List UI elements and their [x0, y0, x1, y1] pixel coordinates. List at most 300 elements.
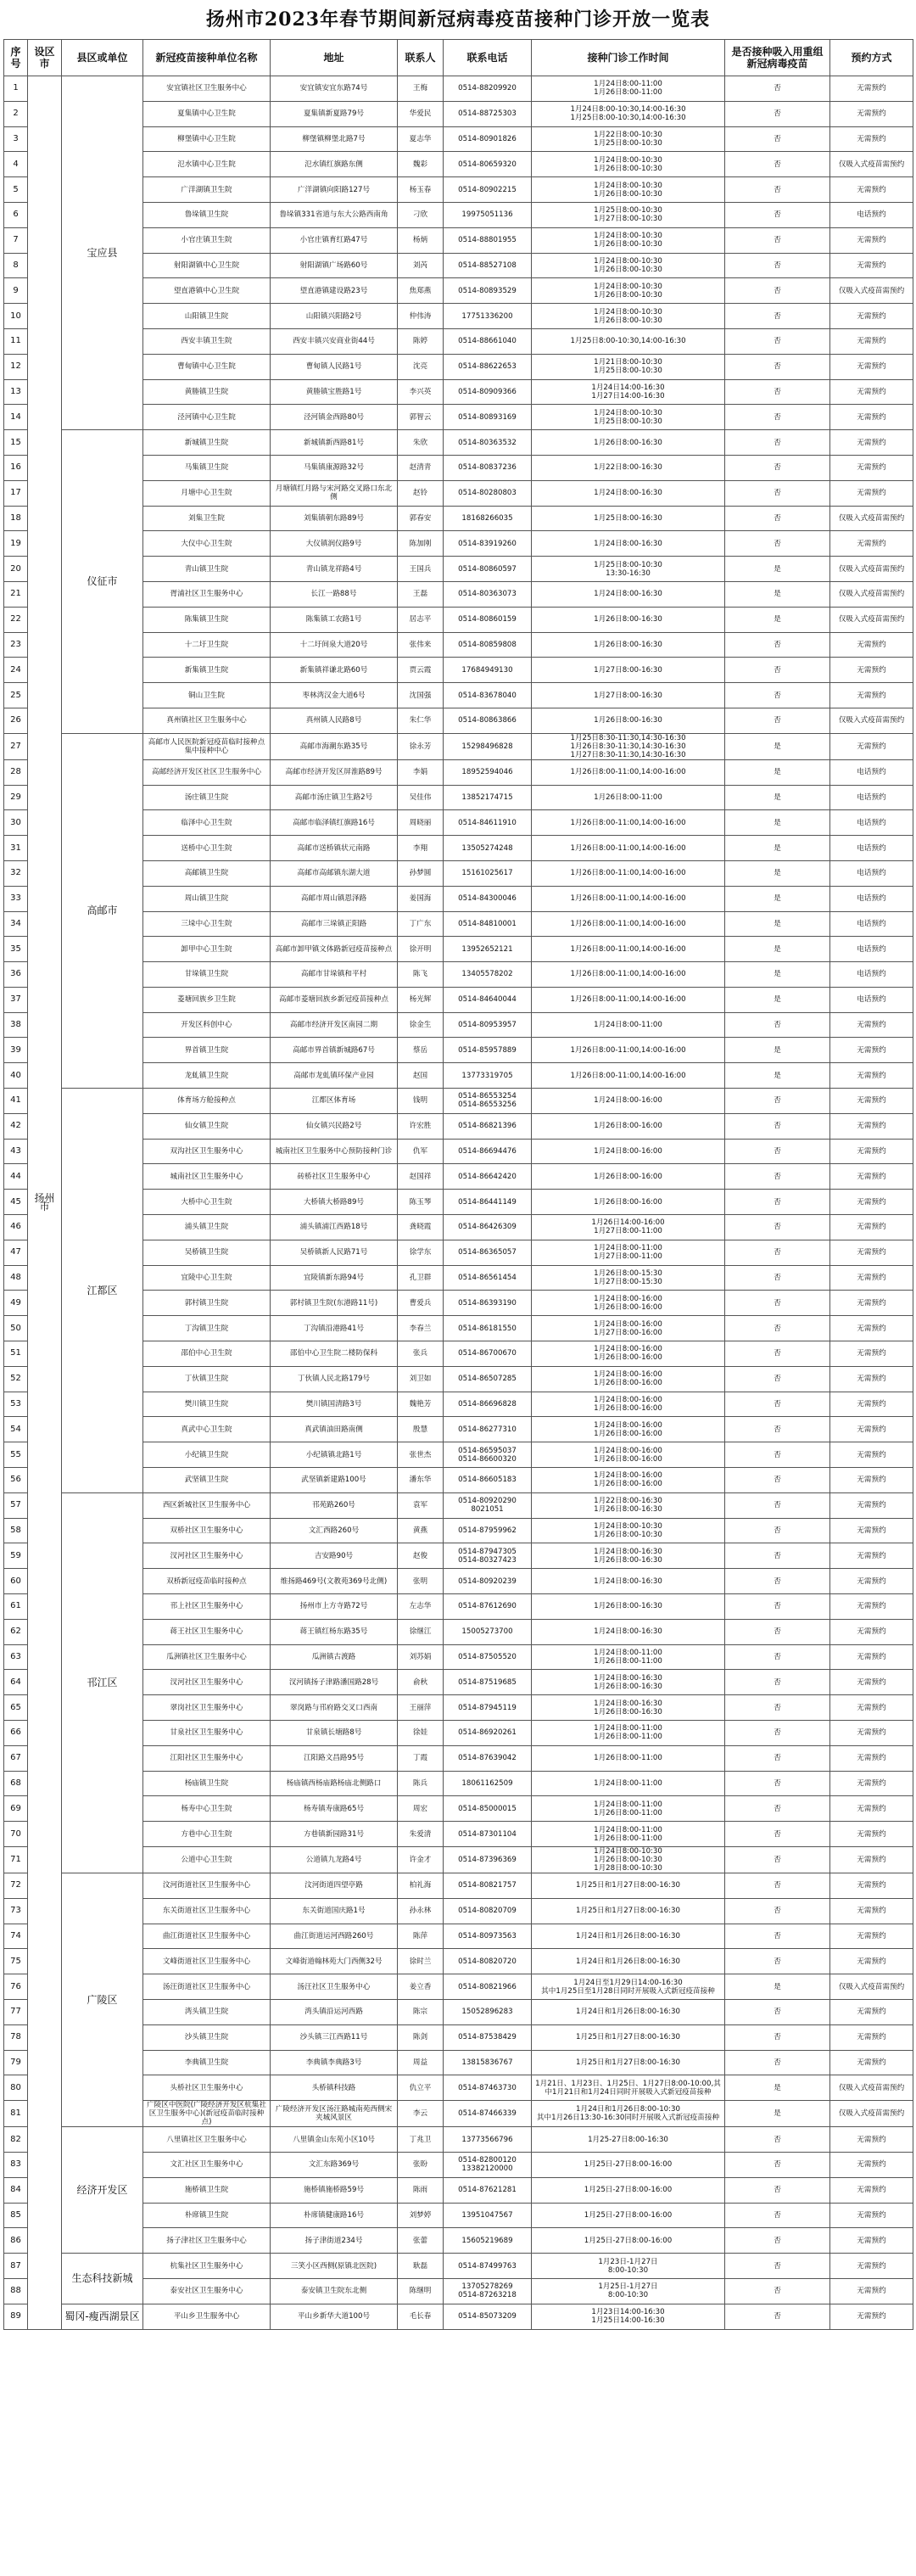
- district-cell: 仪征市: [62, 430, 143, 734]
- inhaled-vaccine-cell: 否: [725, 278, 830, 304]
- unit-name-cell: 瓜洲镇社区卫生服务中心: [143, 1644, 271, 1670]
- phone-cell: 0514-86507285: [444, 1366, 532, 1392]
- row-number: 6: [4, 202, 28, 227]
- hours-cell: 1月26日8:00-16:00: [532, 1113, 725, 1139]
- unit-name-cell: 曹甸镇中心卫生院: [143, 354, 271, 379]
- row-number: 56: [4, 1468, 28, 1493]
- hours-cell: 1月23日-1月27日 8:00-10:30: [532, 2254, 725, 2279]
- row-number: 75: [4, 1949, 28, 1974]
- row-number: 42: [4, 1113, 28, 1139]
- inhaled-vaccine-cell: 是: [725, 1974, 830, 2000]
- address-cell: 高邮市海潮东路35号: [271, 733, 398, 759]
- address-cell: 安宜镇安宜东路74号: [271, 76, 398, 102]
- address-cell: 曲江街道运河西路260号: [271, 1924, 398, 1949]
- contact-cell: 陈继明: [398, 2278, 444, 2304]
- phone-cell: 0514-84640044: [444, 987, 532, 1012]
- inhaled-vaccine-cell: 否: [725, 658, 830, 683]
- inhaled-vaccine-cell: 否: [725, 1796, 830, 1822]
- unit-name-cell: 湾头镇卫生院: [143, 1999, 271, 2024]
- contact-cell: 朱仁华: [398, 708, 444, 733]
- contact-cell: 王丽萍: [398, 1695, 444, 1721]
- booking-method-cell: 无需预约: [830, 1999, 913, 2024]
- phone-cell: 0514-85000015: [444, 1796, 532, 1822]
- hours-cell: 1月27日8:00-16:30: [532, 683, 725, 708]
- hours-cell: 1月22日8:00-10:30 1月25日8:00-10:30: [532, 126, 725, 152]
- unit-name-cell: 真武中心卫生院: [143, 1417, 271, 1442]
- phone-cell: 0514-86821396: [444, 1113, 532, 1139]
- table-row: [4, 1089, 913, 1114]
- row-number: 14: [4, 405, 28, 430]
- inhaled-vaccine-cell: 否: [725, 1316, 830, 1341]
- booking-method-cell: 无需预约: [830, 1038, 913, 1063]
- address-cell: 丁伙镇人民北路179号: [271, 1366, 398, 1392]
- hours-cell: 1月24日8:00-10:30 1月26日8:00-10:30: [532, 152, 725, 177]
- booking-method-cell: 无需预约: [830, 101, 913, 126]
- hours-cell: 1月24日8:00-10:30 1月26日8:00-10:30: [532, 227, 725, 253]
- inhaled-vaccine-cell: 否: [725, 177, 830, 203]
- contact-cell: 魏艳芳: [398, 1392, 444, 1417]
- district-cell: 蜀冈-瘦西湖景区: [62, 2304, 143, 2329]
- contact-cell: 柏礼海: [398, 1873, 444, 1898]
- row-number: 9: [4, 278, 28, 304]
- address-cell: 湾头镇沿运河西路: [271, 1999, 398, 2024]
- unit-name-cell: 仙女镇卫生院: [143, 1113, 271, 1139]
- booking-method-cell: 无需预约: [830, 1594, 913, 1620]
- booking-method-cell: 仅吸入式疫苗需预约: [830, 557, 913, 582]
- hours-cell: 1月24日8:00-11:00: [532, 1771, 725, 1796]
- booking-method-cell: 无需预约: [830, 733, 913, 759]
- row-number: 13: [4, 379, 28, 405]
- address-cell: 江阳路文昌路95号: [271, 1745, 398, 1771]
- inhaled-vaccine-cell: 是: [725, 1063, 830, 1089]
- booking-method-cell: 无需预约: [830, 405, 913, 430]
- phone-cell: 0514-85957889: [444, 1038, 532, 1063]
- booking-method-cell: 无需预约: [830, 1240, 913, 1265]
- header-phone: 联系电话: [444, 40, 532, 76]
- address-cell: 望直港镇建设路23号: [271, 278, 398, 304]
- contact-cell: 焦郑燕: [398, 278, 444, 304]
- phone-cell: 0514-86181550: [444, 1316, 532, 1341]
- city-cell: 扬州市: [28, 76, 62, 2330]
- booking-method-cell: 无需预约: [830, 1518, 913, 1543]
- phone-cell: 0514-80893529: [444, 278, 532, 304]
- inhaled-vaccine-cell: 否: [725, 1569, 830, 1594]
- row-number: 64: [4, 1670, 28, 1695]
- contact-cell: 王梅: [398, 76, 444, 102]
- booking-method-cell: 仅吸入式疫苗需预约: [830, 2075, 913, 2101]
- address-cell: 大桥镇大桥路89号: [271, 1190, 398, 1215]
- contact-cell: 陈萍: [398, 1924, 444, 1949]
- hours-cell: 1月25日和1月27日8:00-16:30: [532, 1898, 725, 1924]
- address-cell: 仙女镇兴民路2号: [271, 1113, 398, 1139]
- table-row: [4, 1873, 913, 1898]
- contact-cell: 夏志华: [398, 126, 444, 152]
- address-cell: 广洋湖镇向阳路127号: [271, 177, 398, 203]
- inhaled-vaccine-cell: 是: [725, 2075, 830, 2101]
- unit-name-cell: 公道中心卫生院: [143, 1846, 271, 1873]
- phone-cell: 0514-80953957: [444, 1012, 532, 1038]
- page-title: 扬州市2023年春节期间新冠病毒疫苗接种门诊开放一览表: [205, 8, 711, 31]
- contact-cell: 李兴英: [398, 379, 444, 405]
- address-cell: 三笑小区西侧(原镇北医院): [271, 2254, 398, 2279]
- inhaled-vaccine-cell: 否: [725, 2228, 830, 2254]
- booking-method-cell: 无需预约: [830, 1543, 913, 1569]
- address-cell: 高邮市经济开发区屏淮路89号: [271, 759, 398, 785]
- address-cell: 泾河镇金西路80号: [271, 405, 398, 430]
- hours-cell: 1月26日8:00-11:00,14:00-16:00: [532, 987, 725, 1012]
- phone-cell: 19975051136: [444, 202, 532, 227]
- hours-cell: 1月26日8:00-11:00,14:00-16:00: [532, 886, 725, 911]
- table-row: [4, 1492, 913, 1518]
- inhaled-vaccine-cell: 否: [725, 2254, 830, 2279]
- row-number: 55: [4, 1442, 28, 1468]
- booking-method-cell: 无需预约: [830, 1822, 913, 1847]
- inhaled-vaccine-cell: 否: [725, 1644, 830, 1670]
- address-cell: 小纪镇镇北路1号: [271, 1442, 398, 1468]
- phone-cell: 13705278269 0514-87263218: [444, 2278, 532, 2304]
- inhaled-vaccine-cell: 是: [725, 733, 830, 759]
- hours-cell: 1月26日8:00-11:00,14:00-16:00: [532, 937, 725, 962]
- booking-method-cell: 电话预约: [830, 860, 913, 886]
- unit-name-cell: 施桥镇卫生院: [143, 2177, 271, 2203]
- booking-method-cell: 无需预约: [830, 177, 913, 203]
- row-number: 86: [4, 2228, 28, 2254]
- address-cell: 高邮市临泽镇红旗路16号: [271, 810, 398, 836]
- phone-cell: 17684949130: [444, 658, 532, 683]
- row-number: 58: [4, 1518, 28, 1543]
- booking-method-cell: 无需预约: [830, 2127, 913, 2153]
- inhaled-vaccine-cell: 否: [725, 202, 830, 227]
- inhaled-vaccine-cell: 否: [725, 1873, 830, 1898]
- inhaled-vaccine-cell: 否: [725, 708, 830, 733]
- inhaled-vaccine-cell: 是: [725, 557, 830, 582]
- row-number: 1: [4, 76, 28, 102]
- row-number: 62: [4, 1619, 28, 1644]
- row-number: 76: [4, 1974, 28, 2000]
- row-number: 46: [4, 1215, 28, 1240]
- phone-cell: 18168266035: [444, 506, 532, 531]
- inhaled-vaccine-cell: 否: [725, 2127, 830, 2153]
- table-row: [4, 2304, 913, 2329]
- contact-cell: 黄燕: [398, 1518, 444, 1543]
- row-number: 31: [4, 836, 28, 861]
- booking-method-cell: 电话预约: [830, 810, 913, 836]
- unit-name-cell: 刘集卫生院: [143, 506, 271, 531]
- row-number: 51: [4, 1341, 28, 1367]
- unit-name-cell: 甘垛镇卫生院: [143, 962, 271, 988]
- district-cell: 邗江区: [62, 1492, 143, 1873]
- unit-name-cell: 汊河社区卫生服务中心: [143, 1670, 271, 1695]
- hours-cell: 1月25日和1月27日8:00-16:30: [532, 2050, 725, 2075]
- address-cell: 头桥镇科技路: [271, 2075, 398, 2101]
- phone-cell: 0514-80909366: [444, 379, 532, 405]
- row-number: 10: [4, 304, 28, 329]
- row-number: 54: [4, 1417, 28, 1442]
- hours-cell: 1月24日8:00-10:30 1月26日8:00-10:30: [532, 304, 725, 329]
- address-cell: 泰安镇卫生院东北侧: [271, 2278, 398, 2304]
- inhaled-vaccine-cell: 否: [725, 2152, 830, 2177]
- address-cell: 青山镇龙祥路4号: [271, 557, 398, 582]
- inhaled-vaccine-cell: 是: [725, 886, 830, 911]
- contact-cell: 杨炳: [398, 227, 444, 253]
- hours-cell: 1月26日8:00-11:00: [532, 1745, 725, 1771]
- address-cell: 马集镇康源路32号: [271, 455, 398, 480]
- row-number: 60: [4, 1569, 28, 1594]
- hours-cell: 1月27日8:00-16:30: [532, 658, 725, 683]
- phone-cell: 0514-86595037 0514-86600320: [444, 1442, 532, 1468]
- row-number: 20: [4, 557, 28, 582]
- hours-cell: 1月25日8:00-10:30 1月27日8:00-10:30: [532, 202, 725, 227]
- phone-cell: 13951047567: [444, 2203, 532, 2228]
- row-number: 45: [4, 1190, 28, 1215]
- booking-method-cell: 无需预约: [830, 379, 913, 405]
- contact-cell: 孙永林: [398, 1898, 444, 1924]
- row-number: 37: [4, 987, 28, 1012]
- hours-cell: 1月24日8:00-16:00 1月26日8:00-16:00: [532, 1341, 725, 1367]
- hours-cell: 1月26日8:00-16:30: [532, 708, 725, 733]
- phone-cell: 15298496828: [444, 733, 532, 759]
- hours-cell: 1月24日8:00-16:00 1月27日8:00-16:00: [532, 1316, 725, 1341]
- district-cell: 江都区: [62, 1089, 143, 1493]
- unit-name-cell: 安宜镇社区卫生服务中心: [143, 76, 271, 102]
- contact-cell: 周晓丽: [398, 810, 444, 836]
- phone-cell: 0514-86561454: [444, 1265, 532, 1291]
- address-cell: 丁沟镇沿港路41号: [271, 1316, 398, 1341]
- unit-name-cell: 丁沟镇卫生院: [143, 1316, 271, 1341]
- unit-name-cell: 菱塘回族乡卫生院: [143, 987, 271, 1012]
- unit-name-cell: 开发区科创中心: [143, 1012, 271, 1038]
- row-number: 47: [4, 1240, 28, 1265]
- row-number: 5: [4, 177, 28, 203]
- phone-cell: 0514-88661040: [444, 328, 532, 354]
- unit-name-cell: 杨庙镇卫生院: [143, 1771, 271, 1796]
- header-inhaled-vaccine: 是否接种吸入用重组新冠病毒疫苗: [725, 40, 830, 76]
- table-row: [4, 76, 913, 102]
- address-cell: 西安丰镇兴安商业街44号: [271, 328, 398, 354]
- unit-name-cell: 樊川镇卫生院: [143, 1392, 271, 1417]
- contact-cell: 姜国海: [398, 886, 444, 911]
- hours-cell: 1月24日8:00-11:00 1月27日8:00-11:00: [532, 1240, 725, 1265]
- header-hours: 接种门诊工作时间: [532, 40, 725, 76]
- hours-cell: 1月21日、1月23日、1月25日、1月27日8:00-10:00,其中1月21日和1月24日同时开展吸入式新冠疫苗接种: [532, 2075, 725, 2101]
- hours-cell: 1月24日8:00-10:30 1月25日8:00-10:30: [532, 405, 725, 430]
- booking-method-cell: 无需预约: [830, 1949, 913, 1974]
- contact-cell: 贾云霞: [398, 658, 444, 683]
- unit-name-cell: 东关街道社区卫生服务中心: [143, 1898, 271, 1924]
- booking-method-cell: 无需预约: [830, 354, 913, 379]
- contact-cell: 陈婷: [398, 328, 444, 354]
- booking-method-cell: 无需预约: [830, 480, 913, 506]
- inhaled-vaccine-cell: 否: [725, 152, 830, 177]
- hours-cell: 1月24日8:00-16:00 1月26日8:00-16:00: [532, 1291, 725, 1316]
- row-number: 61: [4, 1594, 28, 1620]
- inhaled-vaccine-cell: 否: [725, 227, 830, 253]
- header-address: 地址: [271, 40, 398, 76]
- unit-name-cell: 扬子津社区卫生服务中心: [143, 2228, 271, 2254]
- contact-cell: 孔卫群: [398, 1265, 444, 1291]
- unit-name-cell: 夏集镇中心卫生院: [143, 101, 271, 126]
- inhaled-vaccine-cell: 否: [725, 2050, 830, 2075]
- address-cell: 邵伯中心卫生院二楼防保科: [271, 1341, 398, 1367]
- phone-cell: 0514-80893169: [444, 405, 532, 430]
- booking-method-cell: 无需预约: [830, 227, 913, 253]
- hours-cell: 1月21日8:00-10:30 1月25日8:00-10:30: [532, 354, 725, 379]
- address-cell: 枣林湾汉金大道6号: [271, 683, 398, 708]
- unit-name-cell: 新集镇卫生院: [143, 658, 271, 683]
- inhaled-vaccine-cell: 否: [725, 1771, 830, 1796]
- unit-name-cell: 三垛中心卫生院: [143, 911, 271, 937]
- hours-cell: 1月26日8:00-11:00,14:00-16:00: [532, 1063, 725, 1089]
- contact-cell: 吴佳伟: [398, 785, 444, 810]
- address-cell: 长江一路88号: [271, 581, 398, 607]
- phone-cell: 0514-87612690: [444, 1594, 532, 1620]
- hours-cell: 1月25日-27日8:00-16:00: [532, 2177, 725, 2203]
- address-cell: 广陵经济开发区汤汪路城南苑西侧宋夹城风景区: [271, 2101, 398, 2127]
- row-number: 4: [4, 152, 28, 177]
- booking-method-cell: 无需预约: [830, 2254, 913, 2279]
- booking-method-cell: 无需预约: [830, 1215, 913, 1240]
- contact-cell: 左志华: [398, 1594, 444, 1620]
- contact-cell: 杨光辉: [398, 987, 444, 1012]
- booking-method-cell: 无需预约: [830, 2050, 913, 2075]
- contact-cell: 周宏: [398, 1796, 444, 1822]
- contact-cell: 赵国: [398, 1063, 444, 1089]
- unit-name-cell: 杭集社区卫生服务中心: [143, 2254, 271, 2279]
- booking-method-cell: 无需预约: [830, 1619, 913, 1644]
- unit-name-cell: 新城镇卫生院: [143, 430, 271, 456]
- address-cell: 武坚镇新建路100号: [271, 1468, 398, 1493]
- phone-cell: 0514-87519685: [444, 1670, 532, 1695]
- booking-method-cell: 无需预约: [830, 1745, 913, 1771]
- booking-method-cell: 电话预约: [830, 886, 913, 911]
- unit-name-cell: 八里镇社区卫生服务中心: [143, 2127, 271, 2153]
- address-cell: 翠岗路与邗府路交叉口西南: [271, 1695, 398, 1721]
- inhaled-vaccine-cell: 否: [725, 480, 830, 506]
- contact-cell: 赵清青: [398, 455, 444, 480]
- contact-cell: 张世杰: [398, 1442, 444, 1468]
- table-row: [4, 733, 913, 759]
- booking-method-cell: 无需预约: [830, 1442, 913, 1468]
- contact-cell: 张明: [398, 1569, 444, 1594]
- address-cell: 高邮市三垛镇正阳路: [271, 911, 398, 937]
- phone-cell: 0514-83919260: [444, 531, 532, 557]
- booking-method-cell: 无需预约: [830, 1898, 913, 1924]
- row-number: 77: [4, 1999, 28, 2024]
- contact-cell: 朱爱清: [398, 1822, 444, 1847]
- contact-cell: 丁兆卫: [398, 2127, 444, 2153]
- phone-cell: 0514-86365057: [444, 1240, 532, 1265]
- inhaled-vaccine-cell: 否: [725, 1695, 830, 1721]
- booking-method-cell: 无需预约: [830, 2278, 913, 2304]
- district-cell: 经济开发区: [62, 2127, 143, 2254]
- hours-cell: 1月24日8:00-16:00 1月26日8:00-16:00: [532, 1366, 725, 1392]
- unit-name-cell: 临泽中心卫生院: [143, 810, 271, 836]
- unit-name-cell: 山阳镇卫生院: [143, 304, 271, 329]
- phone-cell: 0514-84611910: [444, 810, 532, 836]
- booking-method-cell: 电话预约: [830, 759, 913, 785]
- address-cell: 高邮市龙虬镇环保产业园: [271, 1063, 398, 1089]
- contact-cell: 毛长春: [398, 2304, 444, 2329]
- row-number: 18: [4, 506, 28, 531]
- table-row: [4, 2254, 913, 2279]
- phone-cell: 0514-87396369: [444, 1846, 532, 1873]
- hours-cell: 1月24日8:00-10:30 1月26日8:00-10:30: [532, 253, 725, 278]
- address-cell: 真州镇人民路8号: [271, 708, 398, 733]
- unit-name-cell: 铜山卫生院: [143, 683, 271, 708]
- booking-method-cell: 无需预约: [830, 304, 913, 329]
- inhaled-vaccine-cell: 否: [725, 1392, 830, 1417]
- unit-name-cell: 送桥中心卫生院: [143, 836, 271, 861]
- phone-cell: 0514-80859808: [444, 632, 532, 658]
- contact-cell: 李娟: [398, 759, 444, 785]
- inhaled-vaccine-cell: 否: [725, 354, 830, 379]
- contact-cell: 仇立平: [398, 2075, 444, 2101]
- row-number: 32: [4, 860, 28, 886]
- unit-name-cell: 青山镇卫生院: [143, 557, 271, 582]
- address-cell: 樊川镇国清路3号: [271, 1392, 398, 1417]
- contact-cell: 郭春安: [398, 506, 444, 531]
- booking-method-cell: 无需预约: [830, 1164, 913, 1190]
- contact-cell: 陈飞: [398, 962, 444, 988]
- phone-cell: 0514-80363532: [444, 430, 532, 456]
- booking-method-cell: 仅吸入式疫苗需预约: [830, 1974, 913, 2000]
- phone-cell: 13505274248: [444, 836, 532, 861]
- address-cell: 方巷镇新园路31号: [271, 1822, 398, 1847]
- address-cell: 甘泉镇长塘路8号: [271, 1721, 398, 1746]
- hours-cell: 1月24日8:00-16:00 1月26日8:00-16:00: [532, 1417, 725, 1442]
- inhaled-vaccine-cell: 否: [725, 1012, 830, 1038]
- row-number: 79: [4, 2050, 28, 2075]
- phone-cell: 0514-80973563: [444, 1924, 532, 1949]
- phone-cell: 0514-85073209: [444, 2304, 532, 2329]
- inhaled-vaccine-cell: 否: [725, 455, 830, 480]
- contact-cell: 俞秋: [398, 1670, 444, 1695]
- unit-name-cell: 周山镇卫生院: [143, 886, 271, 911]
- unit-name-cell: 头桥社区卫生服务中心: [143, 2075, 271, 2101]
- booking-method-cell: 无需预约: [830, 1492, 913, 1518]
- unit-name-cell: 泰安社区卫生服务中心: [143, 2278, 271, 2304]
- inhaled-vaccine-cell: 是: [725, 1038, 830, 1063]
- contact-cell: 仇军: [398, 1139, 444, 1164]
- phone-cell: 0514-80860597: [444, 557, 532, 582]
- hours-cell: 1月24日8:00-16:00 1月26日8:00-16:00: [532, 1442, 725, 1468]
- hours-cell: 1月22日8:00-16:30 1月26日8:00-16:30: [532, 1492, 725, 1518]
- inhaled-vaccine-cell: 否: [725, 379, 830, 405]
- contact-cell: 徐继江: [398, 1619, 444, 1644]
- hours-cell: 1月24日8:00-10:30 1月26日8:00-10:30: [532, 278, 725, 304]
- unit-name-cell: 朴席镇卫生院: [143, 2203, 271, 2228]
- hours-cell: 1月24日和1月26日8:00-16:30: [532, 1924, 725, 1949]
- contact-cell: 李翔: [398, 836, 444, 861]
- contact-cell: 龚晓霞: [398, 1215, 444, 1240]
- phone-cell: 0514-88801955: [444, 227, 532, 253]
- address-cell: 邗苑路260号: [271, 1492, 398, 1518]
- row-number: 81: [4, 2101, 28, 2127]
- inhaled-vaccine-cell: 否: [725, 632, 830, 658]
- row-number: 12: [4, 354, 28, 379]
- address-cell: 陈集镇工农路1号: [271, 607, 398, 632]
- address-cell: 东关街道国庆路1号: [271, 1898, 398, 1924]
- phone-cell: 0514-86696828: [444, 1392, 532, 1417]
- row-number: 49: [4, 1291, 28, 1316]
- unit-name-cell: 小纪镇卫生院: [143, 1442, 271, 1468]
- phone-cell: 13405578202: [444, 962, 532, 988]
- unit-name-cell: 射阳湖镇中心卫生院: [143, 253, 271, 278]
- header-unit: 新冠疫苗接种单位名称: [143, 40, 271, 76]
- booking-method-cell: 无需预约: [830, 1771, 913, 1796]
- booking-method-cell: 无需预约: [830, 430, 913, 456]
- booking-method-cell: 无需预约: [830, 328, 913, 354]
